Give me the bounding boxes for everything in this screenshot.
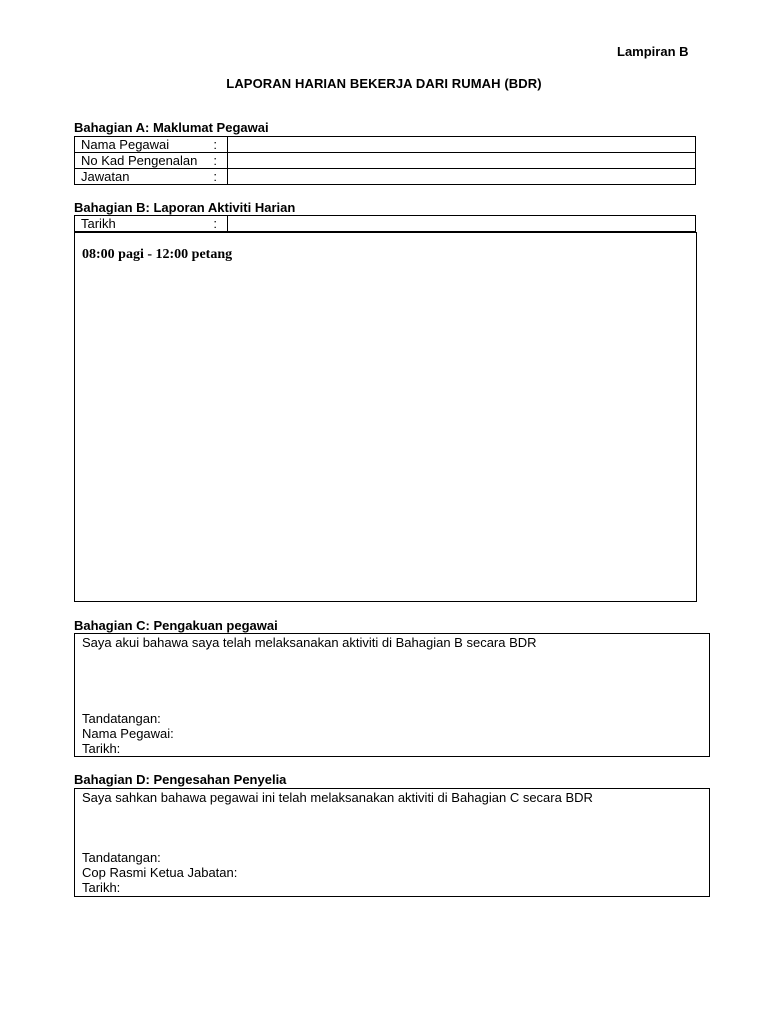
time-slot-label: 08:00 pagi - 12:00 petang [82,247,233,262]
staff-name-label: Nama Pegawai [81,137,170,152]
report-date-label: Tarikh [81,216,116,231]
position-label: Jawatan [81,169,130,184]
staff-info-table [74,136,696,185]
table-row [75,216,696,232]
staff-name-label: Nama Pegawai: [82,726,174,741]
colon-separator: : [213,137,217,152]
table-row [75,169,696,185]
date-label: Tarikh: [82,880,121,895]
table-row [75,153,696,169]
section-d-heading: Bahagian D: Pengesahan Penyelia [74,772,287,787]
verification-statement: Saya sahkan bahawa pegawai ini telah melaksanakan aktiviti di Bahagian C secara BDR [82,790,593,805]
activity-report-box[interactable] [74,232,697,602]
colon-separator: : [213,216,217,231]
ic-number-field[interactable] [228,153,696,169]
document-title: LAPORAN HARIAN BEKERJA DARI RUMAH (BDR) [226,76,542,91]
supervisor-verification-box [74,788,710,897]
section-b-heading: Bahagian B: Laporan Aktiviti Harian [74,200,296,215]
ic-number-label: No Kad Pengenalan [81,153,198,168]
declaration-statement: Saya akui bahawa saya telah melaksanakan aktiviti di Bahagian B secara BDR [82,635,537,650]
date-label: Tarikh: [82,741,121,756]
staff-declaration-box [74,633,710,757]
signature-label: Tandatangan: [82,711,161,726]
section-a-heading: Bahagian A: Maklumat Pegawai [74,120,269,135]
report-date-field[interactable] [228,216,696,232]
position-field[interactable] [228,169,696,185]
colon-separator: : [213,169,217,184]
signature-label: Tandatangan: [82,850,161,865]
table-row [75,137,696,153]
colon-separator: : [213,153,217,168]
appendix-label: Lampiran B [617,44,689,59]
staff-name-field[interactable] [228,137,696,153]
official-stamp-label: Cop Rasmi Ketua Jabatan: [82,865,238,880]
report-date-table [74,215,696,232]
section-c-heading: Bahagian C: Pengakuan pegawai [74,618,278,633]
